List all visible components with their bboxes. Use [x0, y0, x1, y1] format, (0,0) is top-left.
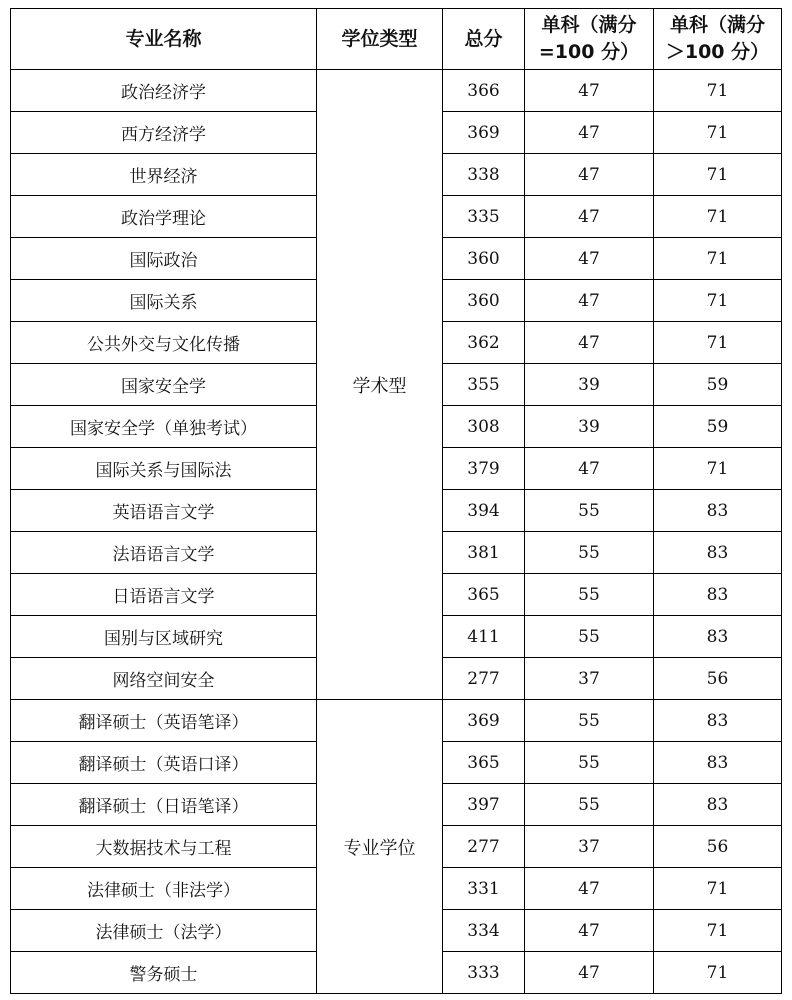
cell-major: 国家安全学（单独考试）	[11, 406, 317, 448]
cell-single-subject-100: 47	[525, 910, 654, 952]
cell-single-subject-100: 47	[525, 448, 654, 490]
cell-major: 法律硕士（法学）	[11, 910, 317, 952]
cell-single-subject-over-100: 71	[654, 868, 782, 910]
cell-single-subject-100: 47	[525, 196, 654, 238]
cell-single-subject-100: 55	[525, 532, 654, 574]
cell-major: 国家安全学	[11, 364, 317, 406]
cell-single-subject-100: 55	[525, 490, 654, 532]
cell-degree-type: 专业学位	[317, 700, 443, 994]
cell-major: 法律硕士（非法学）	[11, 868, 317, 910]
cell-major: 公共外交与文化传播	[11, 322, 317, 364]
cell-single-subject-over-100: 83	[654, 574, 782, 616]
cell-total-score: 308	[443, 406, 525, 448]
cell-major: 政治经济学	[11, 70, 317, 112]
cell-total-score: 335	[443, 196, 525, 238]
cell-single-subject-100: 55	[525, 616, 654, 658]
cell-single-subject-over-100: 83	[654, 490, 782, 532]
header-major: 专业名称	[11, 9, 317, 70]
cell-single-subject-100: 47	[525, 238, 654, 280]
cell-single-subject-over-100: 56	[654, 658, 782, 700]
cell-major: 世界经济	[11, 154, 317, 196]
cell-total-score: 365	[443, 742, 525, 784]
cell-major: 翻译硕士（英语口译）	[11, 742, 317, 784]
cell-single-subject-over-100: 71	[654, 112, 782, 154]
header-total-score: 总分	[443, 9, 525, 70]
cell-single-subject-over-100: 71	[654, 70, 782, 112]
cell-single-subject-over-100: 83	[654, 742, 782, 784]
header-line: =100 分）	[538, 41, 640, 63]
cell-total-score: 381	[443, 532, 525, 574]
cell-total-score: 360	[443, 238, 525, 280]
cell-single-subject-100: 37	[525, 658, 654, 700]
cell-single-subject-100: 47	[525, 952, 654, 994]
header-single-subject-100	[525, 9, 654, 70]
cell-total-score: 365	[443, 574, 525, 616]
cell-major: 国别与区域研究	[11, 616, 317, 658]
cell-single-subject-100: 47	[525, 280, 654, 322]
cell-single-subject-100: 55	[525, 784, 654, 826]
cell-total-score: 355	[443, 364, 525, 406]
cell-single-subject-100: 47	[525, 154, 654, 196]
cell-major: 国际关系	[11, 280, 317, 322]
cell-single-subject-over-100: 59	[654, 406, 782, 448]
cell-single-subject-over-100: 83	[654, 784, 782, 826]
cell-single-subject-over-100: 71	[654, 154, 782, 196]
cell-single-subject-over-100: 71	[654, 196, 782, 238]
cell-total-score: 334	[443, 910, 525, 952]
cell-major: 国际政治	[11, 238, 317, 280]
header-line: 单科（满分	[669, 14, 765, 36]
cell-total-score: 369	[443, 112, 525, 154]
cell-total-score: 369	[443, 700, 525, 742]
header-degree-type: 学位类型	[317, 9, 443, 70]
cell-single-subject-over-100: 71	[654, 448, 782, 490]
cell-single-subject-over-100: 71	[654, 322, 782, 364]
cell-single-subject-over-100: 83	[654, 700, 782, 742]
cell-total-score: 338	[443, 154, 525, 196]
cell-single-subject-over-100: 59	[654, 364, 782, 406]
cell-single-subject-100: 55	[525, 574, 654, 616]
cell-major: 法语语言文学	[11, 532, 317, 574]
cell-single-subject-over-100: 71	[654, 910, 782, 952]
cell-total-score: 397	[443, 784, 525, 826]
header-line: 单科（满分	[541, 14, 637, 36]
cell-major: 翻译硕士（英语笔译）	[11, 700, 317, 742]
cell-total-score: 360	[443, 280, 525, 322]
cell-single-subject-100: 47	[525, 868, 654, 910]
cell-single-subject-100: 55	[525, 700, 654, 742]
cell-total-score: 394	[443, 490, 525, 532]
table-header-row	[11, 9, 782, 70]
cell-major: 政治学理论	[11, 196, 317, 238]
cell-single-subject-100: 37	[525, 826, 654, 868]
cell-total-score: 366	[443, 70, 525, 112]
table-row	[11, 70, 782, 112]
table-row	[11, 700, 782, 742]
table-body	[11, 70, 782, 994]
cell-single-subject-over-100: 71	[654, 952, 782, 994]
cell-single-subject-over-100: 83	[654, 532, 782, 574]
cell-major: 日语语言文学	[11, 574, 317, 616]
cell-major: 国际关系与国际法	[11, 448, 317, 490]
cell-major: 大数据技术与工程	[11, 826, 317, 868]
cell-total-score: 277	[443, 826, 525, 868]
cell-single-subject-over-100: 56	[654, 826, 782, 868]
cell-single-subject-over-100: 71	[654, 238, 782, 280]
cell-single-subject-100: 55	[525, 742, 654, 784]
cell-total-score: 277	[443, 658, 525, 700]
cell-total-score: 333	[443, 952, 525, 994]
cell-total-score: 411	[443, 616, 525, 658]
cell-single-subject-over-100: 71	[654, 280, 782, 322]
cell-major: 网络空间安全	[11, 658, 317, 700]
cell-major: 英语语言文学	[11, 490, 317, 532]
score-line-table	[10, 8, 782, 994]
cell-single-subject-100: 39	[525, 406, 654, 448]
cell-total-score: 379	[443, 448, 525, 490]
cell-major: 西方经济学	[11, 112, 317, 154]
cell-single-subject-100: 47	[525, 322, 654, 364]
cell-total-score: 362	[443, 322, 525, 364]
header-line: ＞100 分）	[665, 41, 770, 63]
cell-major: 翻译硕士（日语笔译）	[11, 784, 317, 826]
cell-single-subject-100: 47	[525, 70, 654, 112]
cell-single-subject-100: 39	[525, 364, 654, 406]
cell-degree-type: 学术型	[317, 70, 443, 700]
cell-single-subject-100: 47	[525, 112, 654, 154]
cell-total-score: 331	[443, 868, 525, 910]
cell-major: 警务硕士	[11, 952, 317, 994]
cell-single-subject-over-100: 83	[654, 616, 782, 658]
header-single-subject-over-100	[654, 9, 782, 70]
